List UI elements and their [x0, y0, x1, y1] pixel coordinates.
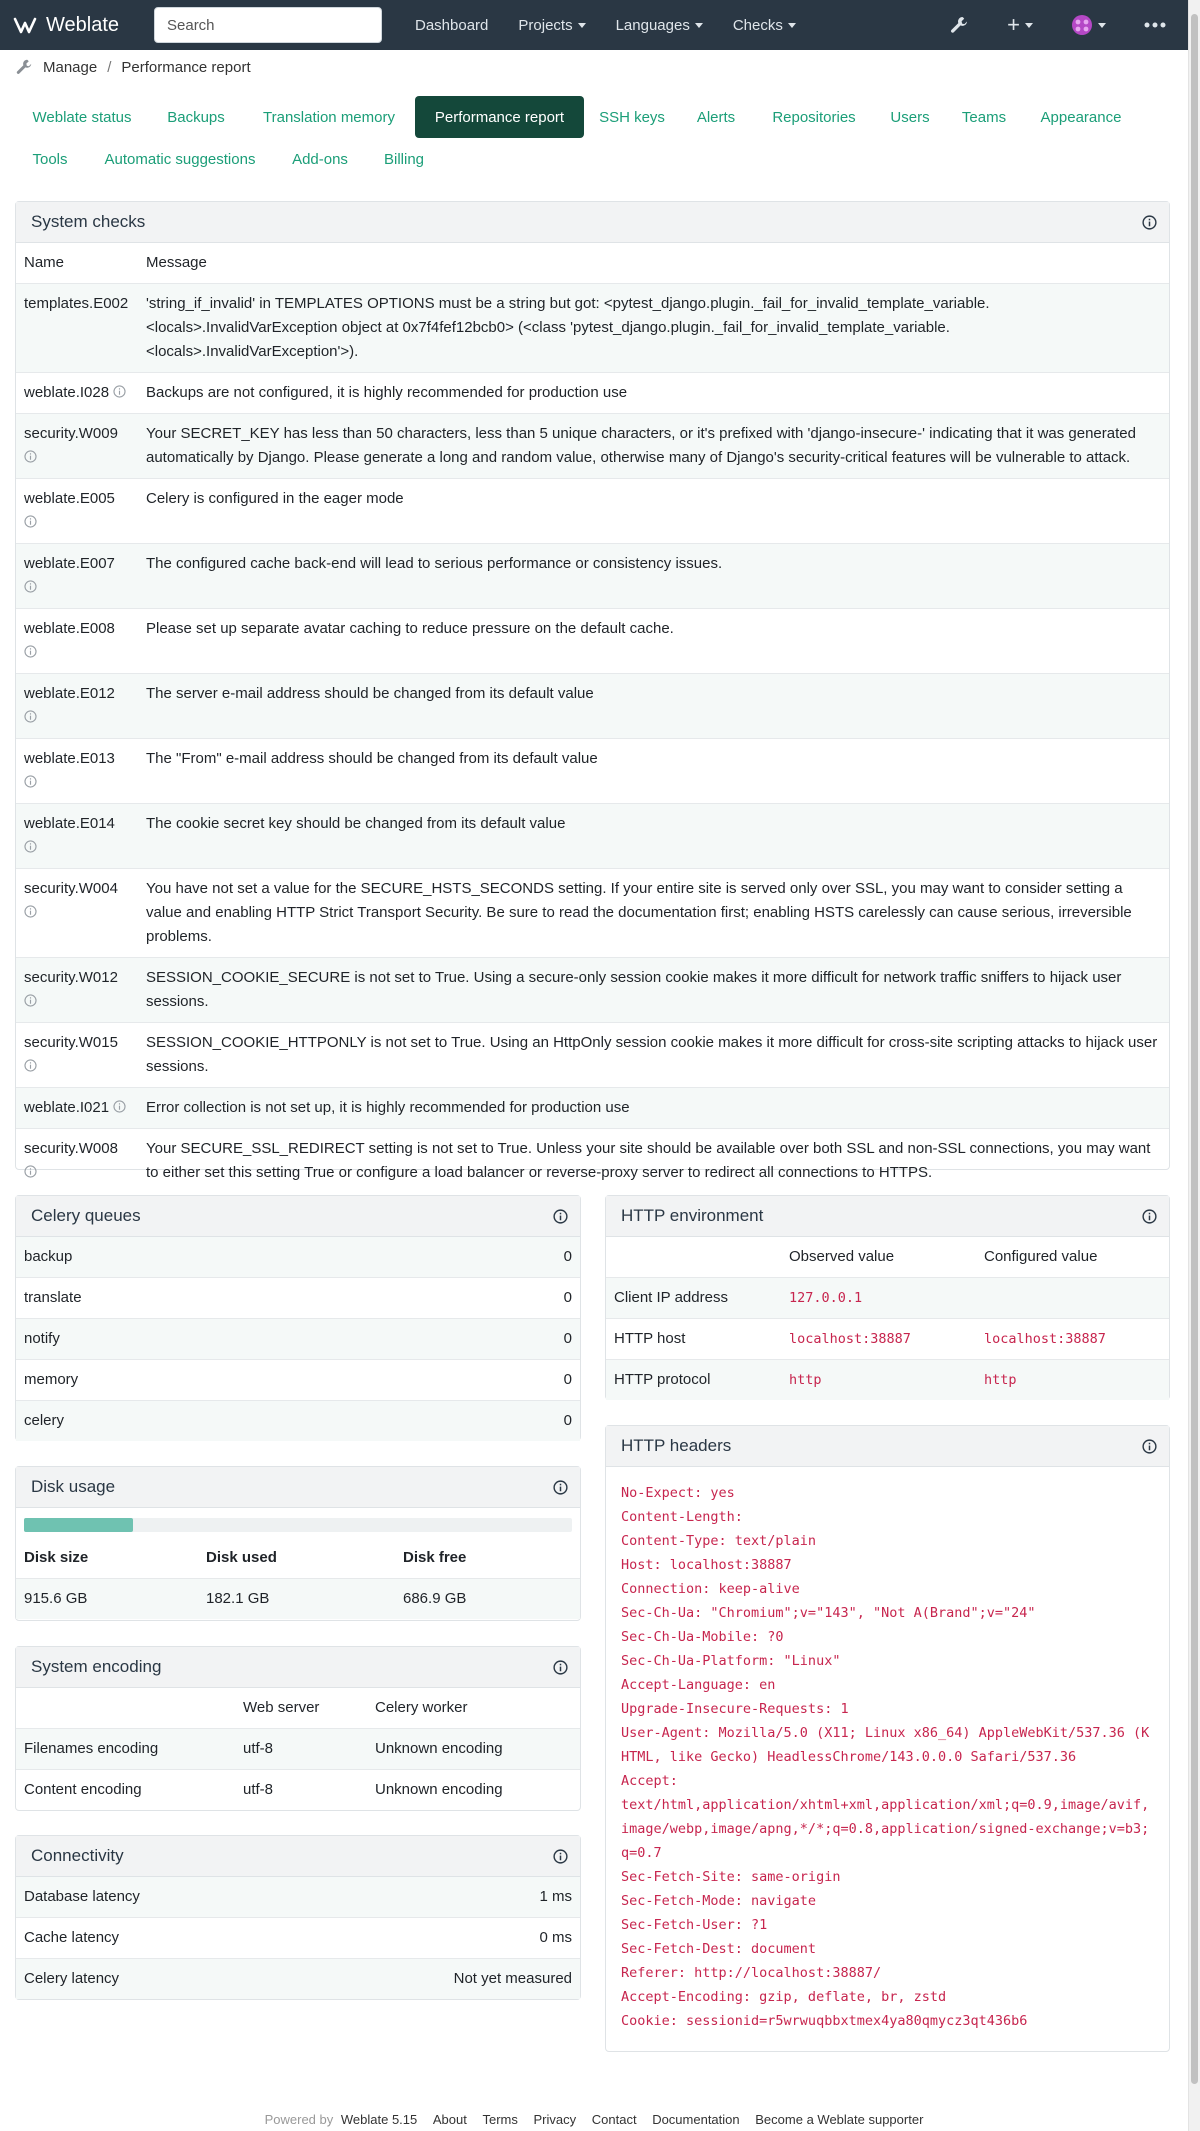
doc-info-icon[interactable] — [24, 577, 37, 590]
header-line: Sec-Ch-Ua: "Chromium";v="143", "Not A(Brand";v="24" — [621, 1605, 1036, 1621]
connectivity-value: 1 ms — [539, 1888, 572, 1905]
footer-link-contact[interactable]: Contact — [591, 2112, 637, 2127]
breadcrumb — [15, 58, 251, 76]
encoding-rows — [16, 1728, 580, 1810]
http-headers-panel — [605, 1425, 1170, 2052]
panel-title: HTTP environment — [621, 1206, 764, 1225]
table-row — [16, 1128, 1169, 1193]
check-message: Your SECURE_SSL_REDIRECT setting is not set to True. Unless your site should be available over both SSL and non-SSL connections, you may want to either set this setting True or configure a load balancer or reverse-proxy server to redirect all connections to HTTPS. — [146, 1140, 1151, 1181]
connectivity-value: Not yet measured — [453, 1970, 572, 1987]
table-row — [16, 1958, 580, 1999]
info-icon[interactable] — [553, 1660, 568, 1675]
check-name-cell — [16, 414, 138, 478]
check-name: weblate.E007 — [24, 555, 115, 572]
page-footer — [0, 2112, 1188, 2127]
column-header: Disk used — [206, 1549, 277, 1566]
tab-translation-memory[interactable]: Translation memory — [263, 108, 395, 126]
tab-backups[interactable]: Backups — [167, 108, 225, 126]
header-line: Accept-Language: en — [621, 1677, 776, 1693]
wrench-icon — [15, 58, 33, 76]
doc-info-icon[interactable] — [24, 512, 37, 525]
table-row — [16, 1237, 580, 1277]
celery-queue-rows — [16, 1237, 580, 1441]
check-name: security.W015 — [24, 1034, 118, 1051]
info-icon[interactable] — [553, 1480, 568, 1495]
http-environment-header — [606, 1196, 1169, 1237]
table-row — [16, 1277, 580, 1318]
encoding-celery: Unknown encoding — [375, 1740, 503, 1757]
table-row — [16, 1728, 580, 1769]
search-input[interactable]: Search — [154, 7, 382, 43]
table-row — [16, 478, 1169, 543]
queue-count: 0 — [563, 1289, 572, 1306]
table-row — [16, 283, 1169, 372]
nav-languages[interactable] — [601, 0, 718, 50]
system-checks-header — [16, 202, 1169, 243]
connectivity-header — [16, 1836, 580, 1877]
check-name: security.W012 — [24, 969, 118, 986]
table-header-row — [16, 1538, 580, 1578]
queue-count: 0 — [563, 1371, 572, 1388]
queue-name: notify — [24, 1330, 60, 1347]
panel-title: Celery queues — [31, 1206, 141, 1225]
brand-link[interactable] — [12, 0, 150, 50]
doc-info-icon[interactable] — [24, 772, 37, 785]
check-name-cell — [16, 804, 138, 868]
http-environment-panel — [605, 1195, 1170, 1400]
check-message: Backups are not configured, it is highly recommended for production use — [146, 384, 628, 401]
tab-repositories[interactable]: Repositories — [772, 108, 856, 126]
doc-info-icon[interactable] — [24, 902, 37, 915]
http-headers-code — [606, 1467, 1169, 2047]
table-row — [16, 1087, 1169, 1128]
check-name-cell — [16, 1088, 138, 1128]
breadcrumb-manage-link[interactable]: Manage — [43, 58, 98, 76]
check-message: SESSION_COOKIE_SECURE is not set to True. Using a secure-only session cookie makes it more difficult for network traffic sniffers to hijack user sessions. — [146, 969, 1122, 1010]
encoding-name: Content encoding — [24, 1781, 142, 1798]
env-observed: localhost:38887 — [789, 1331, 911, 1347]
panel-title: Connectivity — [31, 1846, 124, 1865]
http-environment-rows — [606, 1277, 1169, 1400]
table-header-row — [16, 243, 1169, 283]
table-row — [16, 543, 1169, 608]
check-message: 'string_if_invalid' in TEMPLATES OPTIONS must be a string but got: <pytest_django.plugin._fail_for_invalid_template_variable.<locals>.InvalidVarException object at 0x7f4fef12bcb0> (<class 'pytest_django.plugin._fail_for_invalid_template_variable.<locals>.InvalidVarException'>). — [146, 295, 990, 360]
check-message: Celery is configured in the eager mode — [146, 490, 404, 507]
doc-info-icon[interactable] — [24, 837, 37, 850]
table-row — [16, 1769, 580, 1810]
manage-button[interactable] — [937, 0, 981, 50]
breadcrumb-current: Performance report — [121, 58, 251, 76]
tab-add-ons[interactable]: Add-ons — [292, 150, 348, 168]
check-name: security.W009 — [24, 425, 118, 442]
env-name: HTTP host — [614, 1330, 686, 1347]
check-message: The configured cache back-end will lead to serious performance or consistency issues. — [146, 555, 723, 572]
breadcrumb-separator: / — [107, 58, 112, 76]
info-icon[interactable] — [1142, 215, 1157, 230]
queue-count: 0 — [563, 1412, 572, 1429]
table-row — [16, 1400, 580, 1441]
doc-info-icon[interactable] — [24, 642, 37, 655]
table-row — [16, 957, 1169, 1022]
check-name-cell — [16, 674, 138, 738]
queue-name: translate — [24, 1289, 82, 1306]
table-row — [16, 1318, 580, 1359]
column-header — [606, 1237, 781, 1277]
header-line: Connection: keep-alive — [621, 1581, 800, 1597]
info-icon[interactable] — [1142, 1209, 1157, 1224]
chevron-down-icon — [1098, 23, 1106, 28]
avatar — [1071, 14, 1093, 36]
tab-automatic-suggestions[interactable]: Automatic suggestions — [104, 150, 256, 168]
nav-checks-label: Checks — [732, 16, 783, 34]
tab-ssh-keys[interactable]: SSH keys — [599, 108, 665, 126]
disk-used-value: 182.1 GB — [206, 1590, 270, 1607]
header-line: No-Expect: yes — [621, 1485, 735, 1501]
table-row — [16, 1917, 580, 1958]
check-name-cell — [16, 609, 138, 673]
footer-link-about[interactable]: About — [432, 2112, 467, 2127]
check-name: weblate.E012 — [24, 685, 115, 702]
header-line: Sec-Fetch-Site: same-origin — [621, 1869, 841, 1885]
check-name: templates.E002 — [24, 295, 129, 312]
doc-info-icon[interactable] — [113, 1097, 126, 1110]
check-message: The server e-mail address should be changed from its default value — [146, 685, 594, 702]
system-encoding-panel — [15, 1646, 581, 1811]
table-row — [16, 803, 1169, 868]
info-icon[interactable] — [553, 1209, 568, 1224]
encoding-web: utf-8 — [243, 1781, 274, 1798]
footer-link-privacy[interactable]: Privacy — [533, 2112, 577, 2127]
wrench-icon — [949, 15, 969, 35]
nav-projects[interactable] — [503, 0, 600, 50]
env-name: HTTP protocol — [614, 1371, 711, 1388]
chevron-down-icon — [788, 23, 796, 28]
connectivity-name: Celery latency — [24, 1970, 120, 1987]
scrollbar-thumb[interactable] — [1191, 14, 1198, 2084]
nav-checks[interactable] — [718, 0, 811, 50]
check-name-cell — [16, 958, 138, 1022]
check-name-cell — [16, 544, 138, 608]
doc-info-icon[interactable] — [24, 1162, 37, 1175]
doc-info-icon[interactable] — [24, 707, 37, 720]
table-row — [16, 1022, 1169, 1087]
nav-projects-label: Projects — [518, 16, 573, 34]
chevron-down-icon — [578, 23, 586, 28]
encoding-web: utf-8 — [243, 1740, 274, 1757]
queue-count: 0 — [563, 1248, 572, 1265]
connectivity-rows — [16, 1877, 580, 1999]
queue-name: memory — [24, 1371, 79, 1388]
column-header: Configured value — [984, 1248, 1098, 1265]
column-header: Celery worker — [375, 1699, 468, 1716]
column-header: Disk free — [403, 1549, 467, 1566]
header-line: Sec-Fetch-Mode: navigate — [621, 1893, 817, 1909]
disk-usage-header — [16, 1467, 580, 1508]
header-line: Upgrade-Insecure-Requests: 1 — [621, 1701, 849, 1717]
check-name-cell — [16, 373, 138, 413]
panel-title: Disk usage — [31, 1477, 116, 1496]
doc-info-icon[interactable] — [24, 447, 37, 460]
table-row — [16, 673, 1169, 738]
http-headers-header — [606, 1426, 1169, 1467]
tab-users[interactable]: Users — [890, 108, 930, 126]
env-configured: http — [984, 1372, 1017, 1388]
panel-title: HTTP headers — [621, 1436, 732, 1455]
check-name: weblate.E013 — [24, 750, 115, 767]
table-row — [606, 1277, 1169, 1318]
disk-usage-bar — [24, 1518, 572, 1532]
disk-usage-panel — [15, 1466, 581, 1621]
check-name: weblate.E014 — [24, 815, 115, 832]
table-header-row — [606, 1237, 1169, 1277]
footer-link-terms[interactable]: Terms — [482, 2112, 518, 2127]
nav-dashboard-label: Dashboard — [415, 16, 489, 34]
nav-dashboard[interactable] — [400, 0, 503, 50]
check-message: The cookie secret key should be changed from its default value — [146, 815, 566, 832]
column-header — [16, 1688, 235, 1728]
powered-by-text: Powered by — [264, 2112, 334, 2127]
disk-free-value: 686.9 GB — [403, 1590, 467, 1607]
header-line: Accept: — [621, 1773, 678, 1789]
tab-billing[interactable]: Billing — [383, 150, 425, 168]
panel-title: System encoding — [31, 1657, 162, 1676]
table-row — [16, 1877, 580, 1917]
table-row — [16, 608, 1169, 673]
header-line: Sec-Fetch-Dest: document — [621, 1941, 817, 1957]
check-message: You have not set a value for the SECURE_HSTS_SECONDS setting. If your entire site is served only over SSL, you may want to consider setting a value and enabling HTTP Strict Transport Security. Be sure to read the documentation first; enabling HSTS carelessly can cause serious, irreversible problems. — [146, 880, 1132, 945]
table-row — [16, 1359, 580, 1400]
celery-queues-panel — [15, 1195, 581, 1441]
check-name-cell — [16, 739, 138, 803]
column-header: Name — [24, 254, 65, 271]
table-row — [606, 1359, 1169, 1400]
encoding-name: Filenames encoding — [24, 1740, 159, 1757]
header-line: Referer: http://localhost:38887/ — [621, 1965, 882, 1981]
tab-performance-report[interactable]: Performance report — [415, 96, 584, 138]
table-row — [16, 738, 1169, 803]
disk-size-value: 915.6 GB — [24, 1590, 88, 1607]
check-message: SESSION_COOKIE_HTTPONLY is not set to True. Using an HttpOnly session cookie makes it more difficult for cross-site scripting attacks to hijack user sessions. — [146, 1034, 1158, 1075]
plus-icon: + — [1007, 12, 1020, 37]
header-line: User-Agent: Mozilla/5.0 (X11; Linux x86_64) AppleWebKit/537.36 (KHTML, like Gecko) HeadlessChrome/143.0.0.0 Safari/537.36 — [621, 1725, 1150, 1765]
check-name: weblate.I028 — [24, 384, 110, 401]
check-name: security.W008 — [24, 1140, 118, 1157]
weblate-logo-icon — [12, 12, 38, 38]
check-message: Your SECRET_KEY has less than 50 characters, less than 5 unique characters, or it's prefixed with 'django-insecure-' indicating that it was generated automatically by Django. Please generate a long and random value, otherwise many of Django's security-critical features will be vulnerable to attack. — [146, 425, 1136, 466]
disk-usage-bar-fill — [24, 1518, 133, 1532]
column-header: Disk size — [24, 1549, 89, 1566]
check-name-cell — [16, 1023, 138, 1087]
env-configured: localhost:38887 — [984, 1331, 1106, 1347]
page-scrollbar[interactable] — [1188, 0, 1200, 2131]
env-observed: http — [789, 1372, 822, 1388]
system-checks-panel — [15, 201, 1170, 1181]
header-line: Sec-Fetch-User: ?1 — [621, 1917, 768, 1933]
add-menu-button[interactable] — [995, 0, 1045, 50]
tab-appearance[interactable]: Appearance — [1040, 108, 1122, 126]
footer-link-documentation[interactable]: Documentation — [652, 2112, 740, 2127]
tab-teams[interactable]: Teams — [961, 108, 1007, 126]
connectivity-name: Cache latency — [24, 1929, 120, 1946]
connectivity-panel — [15, 1835, 581, 2000]
more-menu-button[interactable] — [1132, 0, 1178, 50]
info-icon[interactable] — [553, 1849, 568, 1864]
panel-title: System checks — [31, 212, 146, 231]
column-header: Observed value — [789, 1248, 895, 1265]
table-row — [606, 1318, 1169, 1359]
header-line: Sec-Ch-Ua-Platform: "Linux" — [621, 1653, 841, 1669]
system-checks-rows — [16, 283, 1169, 1193]
header-line: Content-Type: text/plain — [621, 1533, 817, 1549]
doc-info-icon[interactable] — [24, 1056, 37, 1069]
user-menu-button[interactable] — [1059, 0, 1118, 50]
info-icon[interactable] — [1142, 1439, 1157, 1454]
table-row — [16, 372, 1169, 413]
nav-languages-label: Languages — [615, 16, 690, 34]
doc-info-icon[interactable] — [24, 991, 37, 1004]
header-line: Cookie: sessionid=r5wrwuqbbxtmex4ya80qmycz3qt436b6 — [621, 2013, 1028, 2029]
tab-alerts[interactable]: Alerts — [696, 108, 736, 126]
tab-tools[interactable]: Tools — [32, 150, 68, 168]
queue-name: backup — [24, 1248, 73, 1265]
check-name: weblate.E005 — [24, 490, 115, 507]
header-line: Content-Length: — [621, 1509, 743, 1525]
chevron-down-icon — [1025, 23, 1033, 28]
check-name-cell — [16, 1129, 138, 1193]
table-row — [16, 868, 1169, 957]
connectivity-name: Database latency — [24, 1888, 140, 1905]
header-line: Sec-Ch-Ua-Mobile: ?0 — [621, 1629, 784, 1645]
table-row — [16, 1578, 580, 1619]
table-row — [16, 413, 1169, 478]
more-horizontal-icon — [1144, 22, 1166, 28]
check-name-cell — [16, 869, 138, 957]
header-line: Host: localhost:38887 — [621, 1557, 792, 1573]
env-name: Client IP address — [614, 1289, 728, 1306]
check-name-cell — [16, 284, 138, 372]
table-header-row — [16, 1688, 580, 1728]
celery-queues-header — [16, 1196, 580, 1237]
header-line: Accept-Encoding: gzip, deflate, br, zstd — [621, 1989, 947, 2005]
tab-weblate-status[interactable]: Weblate status — [32, 108, 132, 126]
env-observed: 127.0.0.1 — [789, 1290, 863, 1306]
check-name: weblate.I021 — [24, 1099, 110, 1116]
column-header: Web server — [243, 1699, 320, 1716]
doc-info-icon[interactable] — [113, 382, 126, 395]
check-name: security.W004 — [24, 880, 118, 897]
top-navbar — [0, 0, 1188, 50]
check-message: Error collection is not set up, it is highly recommended for production use — [146, 1099, 630, 1116]
encoding-celery: Unknown encoding — [375, 1781, 503, 1798]
header-line: text/html,application/xhtml+xml,application/xml;q=0.9,image/avif,image/webp,image/apng,*/*;q=0.8,application/signed-exchange;v=b3;q=0.7 — [621, 1797, 1150, 1861]
check-message: The "From" e-mail address should be changed from its default value — [146, 750, 598, 767]
system-encoding-header — [16, 1647, 580, 1688]
queue-count: 0 — [563, 1330, 572, 1347]
connectivity-value: 0 ms — [539, 1929, 572, 1946]
footer-version-link[interactable]: Weblate 5.15 — [340, 2112, 418, 2127]
footer-link-supporter[interactable]: Become a Weblate supporter — [755, 2112, 924, 2127]
column-header: Message — [146, 254, 207, 271]
brand-name: Weblate — [46, 13, 120, 36]
queue-name: celery — [24, 1412, 65, 1429]
check-name-cell — [16, 479, 138, 543]
chevron-down-icon — [695, 23, 703, 28]
check-name: weblate.E008 — [24, 620, 115, 637]
env-configured — [976, 1278, 1169, 1318]
check-message: Please set up separate avatar caching to reduce pressure on the default cache. — [146, 620, 674, 637]
